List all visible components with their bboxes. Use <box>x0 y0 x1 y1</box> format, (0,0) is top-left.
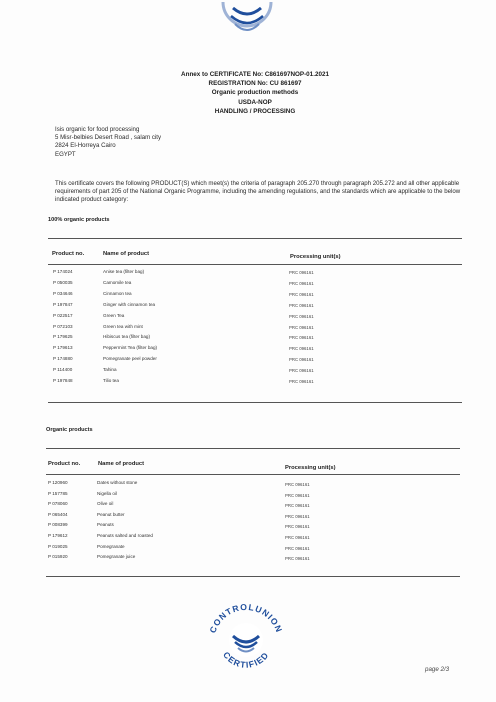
product-number-cell: P 022517 <box>53 312 73 318</box>
product-number-cell: P 157785 <box>48 490 68 496</box>
control-union-certified-seal-icon <box>200 592 292 684</box>
product-name-cell: Olive oil <box>97 501 114 507</box>
product-number-cell: P 120960 <box>48 480 68 485</box>
processing-unit-cell: PRC 096161 <box>289 379 314 384</box>
product-number-cell: P 197847 <box>53 301 73 307</box>
processing-unit-cell: PRC 096161 <box>289 291 314 297</box>
processing-unit-cell: PRC 096161 <box>289 270 314 275</box>
table1-top-rule <box>48 238 462 239</box>
product-name-cell: Peanuts salted and roasted <box>97 533 153 538</box>
annex-header <box>120 70 390 116</box>
product-name-cell: Hibiscus tea (filter bag) <box>103 334 150 340</box>
product-number-cell: P 179613 <box>53 345 73 351</box>
processing-unit-cell: PRC 096161 <box>289 335 314 341</box>
product-name-cell: Dates without stone <box>97 480 138 485</box>
product-name-cell: Tahina <box>103 367 117 373</box>
certificate-number: Annex to CERTIFICATE No: C861697NOP-01.2021 <box>181 71 329 78</box>
product-name-cell: Ginger with cinnamon tea <box>103 301 156 307</box>
table1-header-name: Name of product <box>103 251 150 257</box>
address-street: 5 Misr-belbies Desert Road , salam city <box>55 134 161 142</box>
table1-header-unit: Processing unit(s) <box>290 254 341 260</box>
processing-unit-cell: PRC 096161 <box>289 368 314 374</box>
product-number-cell: P 174880 <box>53 356 73 362</box>
processing-unit-cell: PRC 096161 <box>285 524 310 530</box>
product-name-cell: Pomegranate peel powder <box>103 356 157 362</box>
seal-text-top: CONTROLUNION <box>207 601 285 635</box>
address-country: EGYPT <box>55 150 76 158</box>
product-number-cell: P 174024 <box>53 269 73 274</box>
control-union-top-emblem-icon <box>215 2 279 42</box>
product-name-cell: Peanut butter <box>97 511 125 517</box>
table2-top-rule <box>46 448 460 449</box>
table2-header-rule <box>46 474 460 475</box>
product-name-cell: Pomegranate juice <box>97 554 136 560</box>
address-city: 2824 El-Horreya Cairo <box>55 142 116 150</box>
product-number-cell: P 034646 <box>53 290 73 296</box>
product-number-cell: P 019025 <box>48 543 68 549</box>
table1-bottom-rule <box>48 402 462 403</box>
processing-unit-cell: PRC 096161 <box>289 302 314 308</box>
product-name-cell: Green Tea <box>103 312 125 318</box>
product-name-cell: Peppermint Tea (filter bag) <box>103 345 158 351</box>
seal-text-bottom: CERTIFIED <box>221 649 271 670</box>
section-100-organic-title: 100% organic products <box>48 217 110 223</box>
processing-unit-cell: PRC 096161 <box>285 556 310 562</box>
product-name-cell: Camomile tea <box>103 279 132 285</box>
product-number-cell: P 179612 <box>48 533 68 538</box>
processing-unit-cell: PRC 096161 <box>289 346 314 352</box>
processing-unit-cell: PRC 096161 <box>285 535 310 540</box>
product-number-cell: P 050035 <box>53 279 73 285</box>
product-name-cell: Nigella oil <box>97 490 117 496</box>
scope-paragraph: This certificate covers the following PRODUCT(S) which meet(s) the criteria of paragraph 205.270 through paragraph 205.272 and all other applicable requirements of part 205 of the National Organic Programme, including the amending regulations, and the standards which are applicable to the below indicated product category: <box>55 180 461 203</box>
processing-unit-cell: PRC 096161 <box>289 324 314 330</box>
section-organic-title: Organic products <box>46 427 93 433</box>
processing-unit-cell: PRC 096161 <box>285 545 310 551</box>
product-name-cell: Cinnamon tea <box>103 290 132 296</box>
product-number-cell: P 015920 <box>48 554 68 560</box>
table1-header-rule <box>48 264 462 265</box>
product-number-cell: P 179625 <box>53 334 73 340</box>
registration-number: REGISTRATION No: CU 861697 <box>208 80 302 88</box>
table1-header-product-no: Product no. <box>52 251 85 257</box>
product-number-cell: P 008399 <box>48 522 68 528</box>
product-name-cell: Anise tea (filter bag) <box>103 269 145 274</box>
table2-bottom-rule <box>46 576 460 577</box>
product-number-cell: P 078060 <box>48 501 68 507</box>
product-name-cell: Peanuts <box>97 522 114 528</box>
company-address <box>55 126 161 159</box>
product-number-cell: P 114400 <box>53 367 73 373</box>
table2-header-unit: Processing unit(s) <box>285 465 336 471</box>
product-number-cell: P 065404 <box>48 511 68 517</box>
processing-unit-cell: PRC 096161 <box>285 513 310 519</box>
product-name-cell: Tilio tea <box>103 378 119 383</box>
page-number: page 2/3 <box>425 666 450 673</box>
processing-unit-cell: PRC 096161 <box>289 357 314 363</box>
standard-name: USDA-NOP <box>238 98 272 106</box>
product-number-cell: P 072103 <box>53 323 73 329</box>
table2-header-name: Name of product <box>98 461 145 467</box>
processing-unit-cell: PRC 096161 <box>289 313 314 319</box>
scope-label: HANDLING / PROCESSING <box>214 107 296 115</box>
production-methods: Organic production methods <box>211 89 299 97</box>
table2-header-product-no: Product no. <box>48 461 81 467</box>
processing-unit-cell: PRC 096161 <box>289 280 314 286</box>
processing-unit-cell: PRC 096161 <box>285 482 310 487</box>
product-name-cell: Green tea with mint <box>103 323 143 329</box>
processing-unit-cell: PRC 096161 <box>285 492 310 498</box>
product-name-cell: Pomegranate <box>97 543 125 549</box>
processing-unit-cell: PRC 096161 <box>285 503 310 509</box>
company-name: Isis organic for food processing <box>55 126 140 133</box>
product-number-cell: P 197848 <box>53 378 73 383</box>
